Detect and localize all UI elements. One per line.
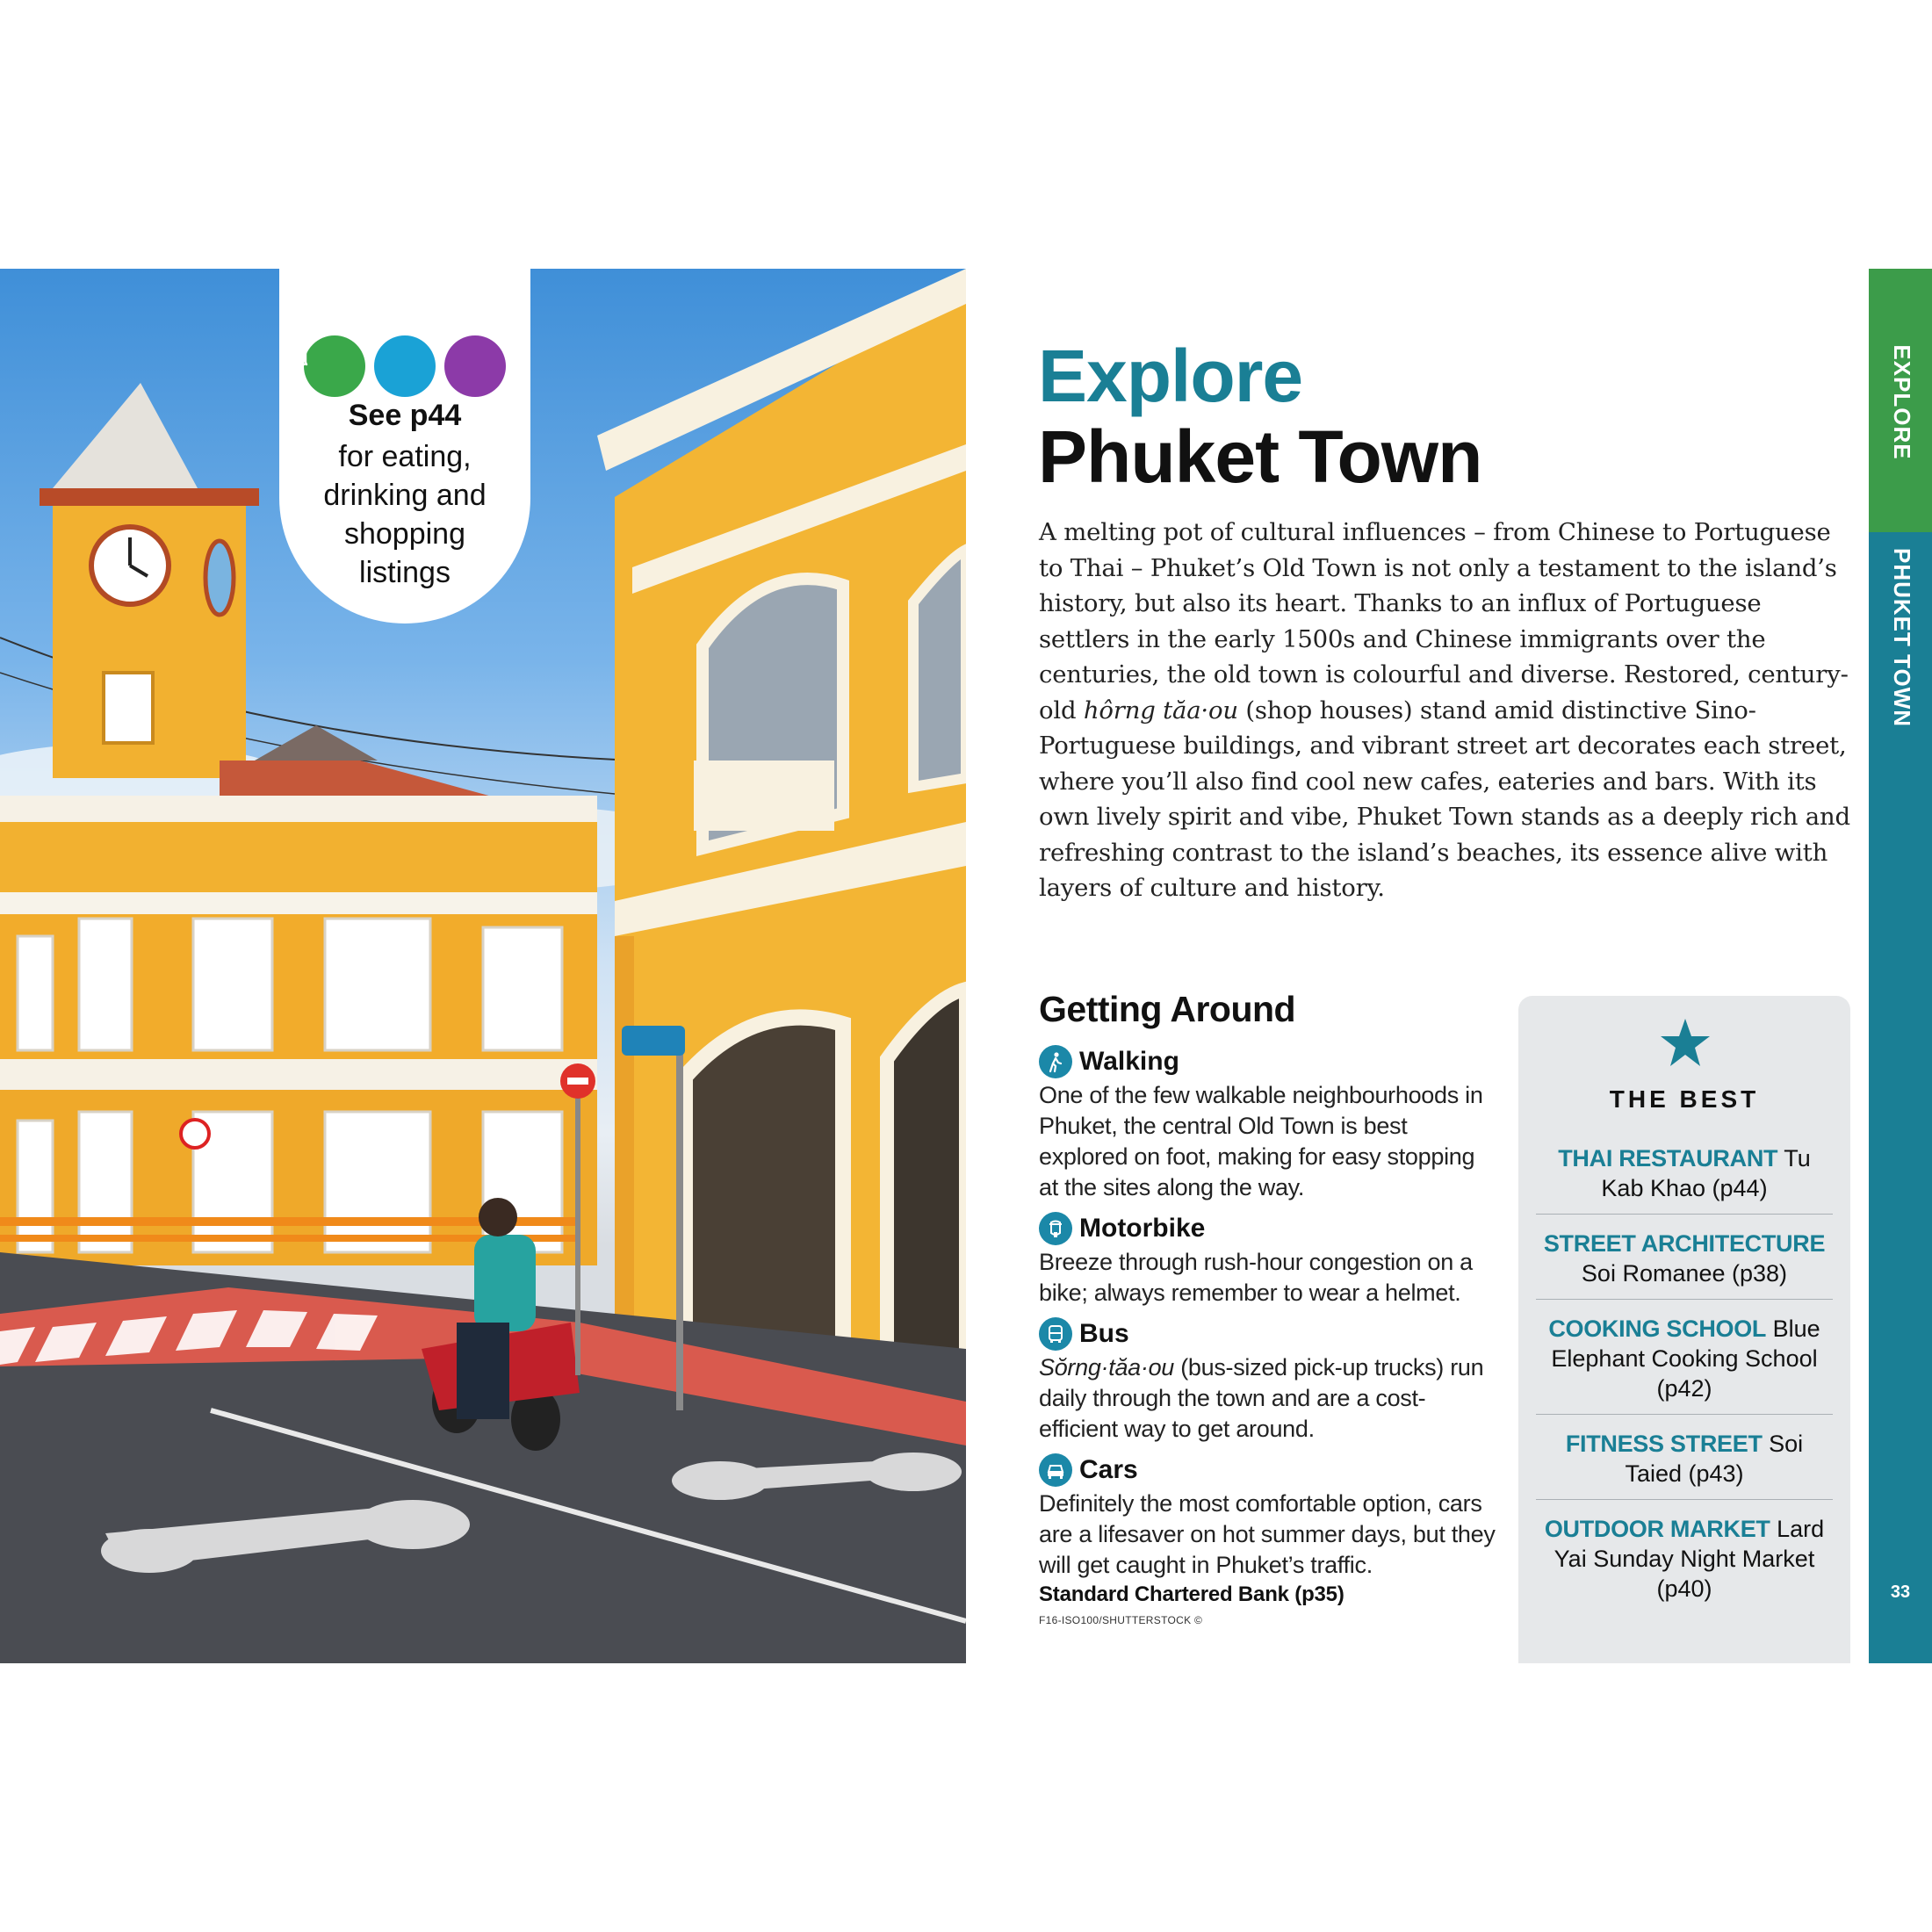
best-name: Tu Kab Khao (p44) [1601,1145,1811,1201]
transport-description-text: (bus-sized pick-up trucks) run daily through the town and are a cost-efficient way to get around. [1039,1354,1484,1442]
getting-around-list [1039,1043,1496,1588]
transport-thai-term: Sŏrng·tăa·ou [1039,1354,1174,1381]
intro-text-2: (shop houses) stand amid distinctive Sino-Portuguese buildings, and vibrant street art decorates each street, where you’ll also find cool new cafes, eateries and bars. With its own lively spirit and vibe, Phuket Town stands as a deeply rich and refreshing contrast to the island’s beaches, its essence alive with layers of culture and history. [1039,696,1850,902]
best-name: Soi Taied (p43) [1625,1431,1804,1487]
photo-credit: F16-ISO100/SHUTTERSTOCK © [1039,1614,1203,1626]
best-category: THAI RESTAURANT [1558,1145,1778,1171]
the-best-title: THE BEST [1609,1085,1760,1113]
best-name: Blue Elephant Cooking School (p42) [1551,1316,1820,1402]
intro-paragraph [1039,515,1856,906]
page-title: Phuket Town [1038,415,1482,498]
transport-description: Breeze through rush-hour congestion on a bike; always remember to wear a helmet. [1039,1249,1473,1306]
transport-title: Motorbike [1079,1214,1206,1243]
best-category: STREET ARCHITECTURE [1543,1230,1826,1257]
callout-page-ref: See p44 [348,399,462,432]
chapter-side-tab [1869,269,1932,1663]
transport-title: Cars [1079,1455,1138,1484]
listings-callout [279,269,530,624]
bus-icon [1039,1317,1072,1351]
section-tab [1869,269,1932,532]
shopping-icon [444,335,506,397]
best-category: FITNESS STREET [1565,1431,1763,1457]
best-category: COOKING SCHOOL [1548,1316,1767,1342]
transport-title: Bus [1079,1319,1129,1348]
best-name: Lard Yai Sunday Night Market (p40) [1554,1516,1825,1602]
chapter-label: PHUKET TOWN [1889,548,1915,728]
transport-description: Definitely the most comfortable option, cars are a lifesaver on hot summer days, but they will get caught in Phuket’s traffic. [1039,1490,1496,1578]
best-category: OUTDOOR MARKET [1544,1516,1770,1542]
best-item [1536,1143,1833,1215]
drinking-icon [374,335,436,397]
section-label: EXPLORE [1889,344,1915,460]
the-best-box [1518,996,1850,1663]
car-icon [1039,1453,1072,1487]
transport-walking [1039,1043,1496,1203]
best-name: Soi Romanee (p38) [1581,1260,1788,1287]
callout-description: for eating, drinking and shopping listings [323,440,487,589]
best-item [1536,1514,1833,1614]
transport-cars [1039,1452,1496,1581]
transport-bus [1039,1316,1496,1445]
book-spread [0,269,1932,1663]
best-item [1536,1429,1833,1500]
best-item [1536,1229,1833,1300]
transport-title: Walking [1079,1047,1179,1076]
motorbike-icon [1039,1212,1072,1245]
page-number: 33 [1890,1582,1911,1602]
the-best-list [1536,1143,1833,1628]
best-item [1536,1314,1833,1415]
transport-description: One of the few walkable neighbourhoods in Phuket, the central Old Town is best explored on foot, making for easy stopping at the sites along the way. [1039,1082,1483,1200]
getting-around-heading: Getting Around [1039,989,1296,1029]
walking-icon [1039,1045,1072,1078]
intro-thai-term: hôrng tăa·ou [1083,696,1238,724]
intro-text-1: A melting pot of cultural influences – from Chinese to Portuguese to Thai – Phuket’s Old Town is not only a testament to the island’s history, but also its heart. Thanks to an influx of Portuguese settlers in the early 1500s and Chinese immigrants over the centuries, the old town is colourful and diverse. Restored, century-old [1039,518,1849,724]
photo-standard-chartered-bank [0,269,966,1663]
transport-description [1039,1352,1496,1445]
callout-icons [279,335,530,397]
heading-explore: Explore [1038,335,1303,417]
star-icon [1659,1017,1712,1070]
transport-motorbike [1039,1210,1496,1308]
photo-caption: Standard Chartered Bank (p35) [1039,1582,1344,1606]
